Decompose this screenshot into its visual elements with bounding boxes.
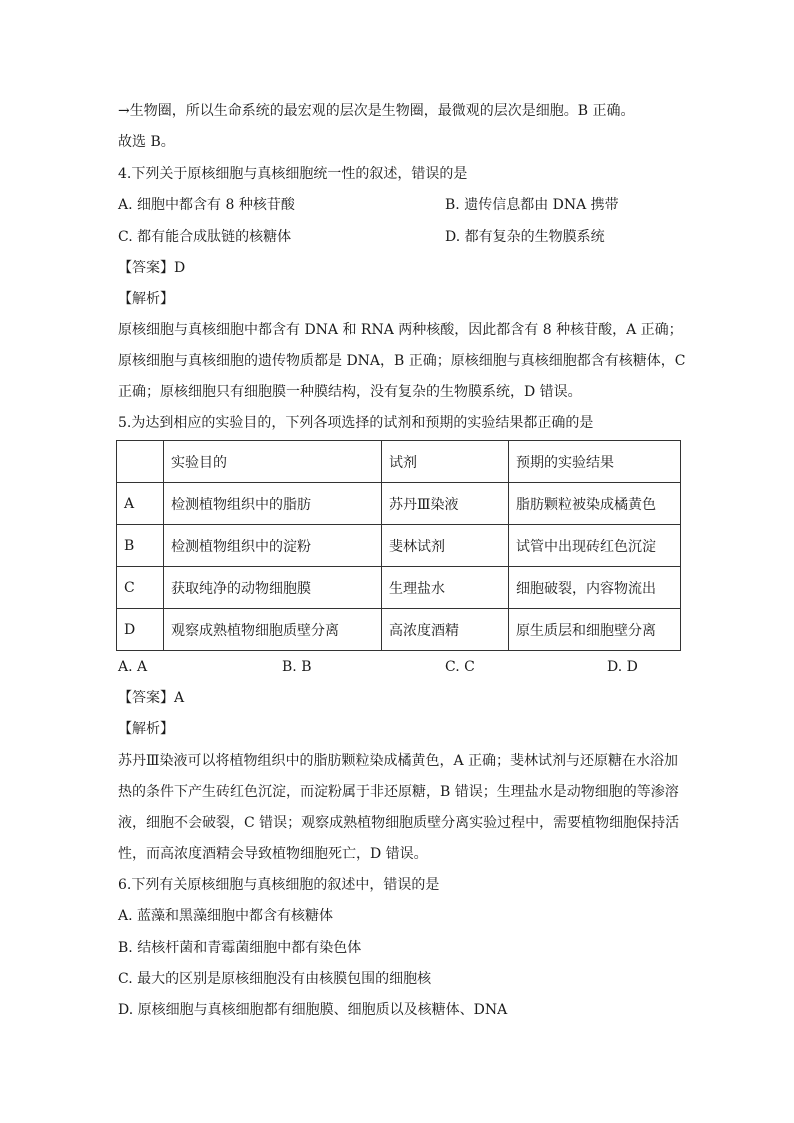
table-header-cell: 实验目的 bbox=[164, 441, 382, 483]
experiment-table bbox=[116, 440, 681, 651]
question-6-option-a: A. 蓝藻和黑藻细胞中都含有核糖体 bbox=[118, 908, 334, 924]
table-cell: D bbox=[117, 609, 164, 651]
table-header-cell: 试剂 bbox=[382, 441, 509, 483]
question-4-analysis-line-1: 原核细胞与真核细胞中都含有 DNA 和 RNA 两种核酸，因此都含有 8 种核苷酸，A 正确； bbox=[118, 322, 683, 338]
question-5-stem: 5.为达到相应的实验目的，下列各项选择的试剂和预期的实验结果都正确的是 bbox=[118, 415, 594, 431]
question-4-option-c: C. 都有能合成肽链的核糖体 bbox=[118, 229, 292, 245]
question-4-option-d: D. 都有复杂的生物膜系统 bbox=[445, 229, 605, 245]
table-cell: 试管中出现砖红色沉淀 bbox=[509, 525, 681, 567]
table-cell: 检测植物组织中的淀粉 bbox=[164, 525, 382, 567]
table-cell: 检测植物组织中的脂肪 bbox=[164, 483, 382, 525]
question-5-option-a: A. A bbox=[118, 659, 148, 675]
question-4-analysis-line-2: 原核细胞与真核细胞的遗传物质都是 DNA，B 正确；原核细胞与真核细胞都含有核糖体，C bbox=[118, 353, 686, 369]
table-cell: 观察成熟植物细胞质壁分离 bbox=[164, 609, 382, 651]
question-4-option-b: B. 遗传信息都由 DNA 携带 bbox=[445, 197, 619, 213]
question-5-option-c: C. C bbox=[445, 659, 475, 675]
table-cell: 苏丹Ⅲ染液 bbox=[382, 483, 509, 525]
table-cell: 斐林试剂 bbox=[382, 525, 509, 567]
question-6-option-d: D. 原核细胞与真核细胞都有细胞膜、细胞质以及核糖体、DNA bbox=[118, 1002, 508, 1018]
table-row bbox=[117, 483, 681, 525]
question-6-option-c: C. 最大的区别是原核细胞没有由核膜包围的细胞核 bbox=[118, 971, 432, 987]
table-cell: 细胞破裂，内容物流出 bbox=[509, 567, 681, 609]
question-5-option-b: B. B bbox=[282, 659, 312, 675]
table-row bbox=[117, 525, 681, 567]
question-6-option-b: B. 结核杆菌和青霉菌细胞中都有染色体 bbox=[118, 940, 362, 956]
question-5-analysis-line-4: 性，而高浓度酒精会导致植物细胞死亡，D 错误。 bbox=[118, 846, 428, 862]
table-header-row bbox=[117, 441, 681, 483]
table-row bbox=[117, 609, 681, 651]
question-4-answer: 【答案】D bbox=[118, 260, 186, 276]
table-cell: B bbox=[117, 525, 164, 567]
intro-text-line-1: →生物圈，所以生命系统的最宏观的层次是生物圈，最微观的层次是细胞。B 正确。 bbox=[118, 103, 635, 119]
question-4-option-a: A. 细胞中都含有 8 种核苷酸 bbox=[118, 197, 295, 213]
question-5-analysis-label: 【解析】 bbox=[118, 721, 174, 737]
table-cell: 高浓度酒精 bbox=[382, 609, 509, 651]
question-6-stem: 6.下列有关原核细胞与真核细胞的叙述中，错误的是 bbox=[118, 877, 440, 893]
table-cell: 脂肪颗粒被染成橘黄色 bbox=[509, 483, 681, 525]
table-cell: 原生质层和细胞壁分离 bbox=[509, 609, 681, 651]
question-5-option-d: D. D bbox=[607, 659, 638, 675]
intro-text-line-2: 故选 B。 bbox=[118, 134, 175, 150]
question-4-analysis-line-3: 正确；原核细胞只有细胞膜一种膜结构，没有复杂的生物膜系统，D 错误。 bbox=[118, 384, 582, 400]
table-cell: 获取纯净的动物细胞膜 bbox=[164, 567, 382, 609]
table-header-cell: 预期的实验结果 bbox=[509, 441, 681, 483]
table-cell: C bbox=[117, 567, 164, 609]
question-5-analysis-line-2: 热的条件下产生砖红色沉淀，而淀粉属于非还原糖，B 错误；生理盐水是动物细胞的等渗溶 bbox=[118, 784, 679, 800]
table-row bbox=[117, 567, 681, 609]
table-cell: A bbox=[117, 483, 164, 525]
table-header-cell bbox=[117, 441, 164, 483]
question-4-stem: 4.下列关于原核细胞与真核细胞统一性的叙述，错误的是 bbox=[118, 166, 468, 182]
table-cell: 生理盐水 bbox=[382, 567, 509, 609]
question-5-analysis-line-3: 液，细胞不会破裂，C 错误；观察成熟植物细胞质壁分离实验过程中，需要植物细胞保持活 bbox=[118, 815, 680, 831]
question-4-analysis-label: 【解析】 bbox=[118, 291, 174, 307]
question-5-answer: 【答案】A bbox=[118, 690, 185, 706]
question-5-analysis-line-1: 苏丹Ⅲ染液可以将植物组织中的脂肪颗粒染成橘黄色，A 正确；斐林试剂与还原糖在水浴加 bbox=[118, 753, 679, 769]
